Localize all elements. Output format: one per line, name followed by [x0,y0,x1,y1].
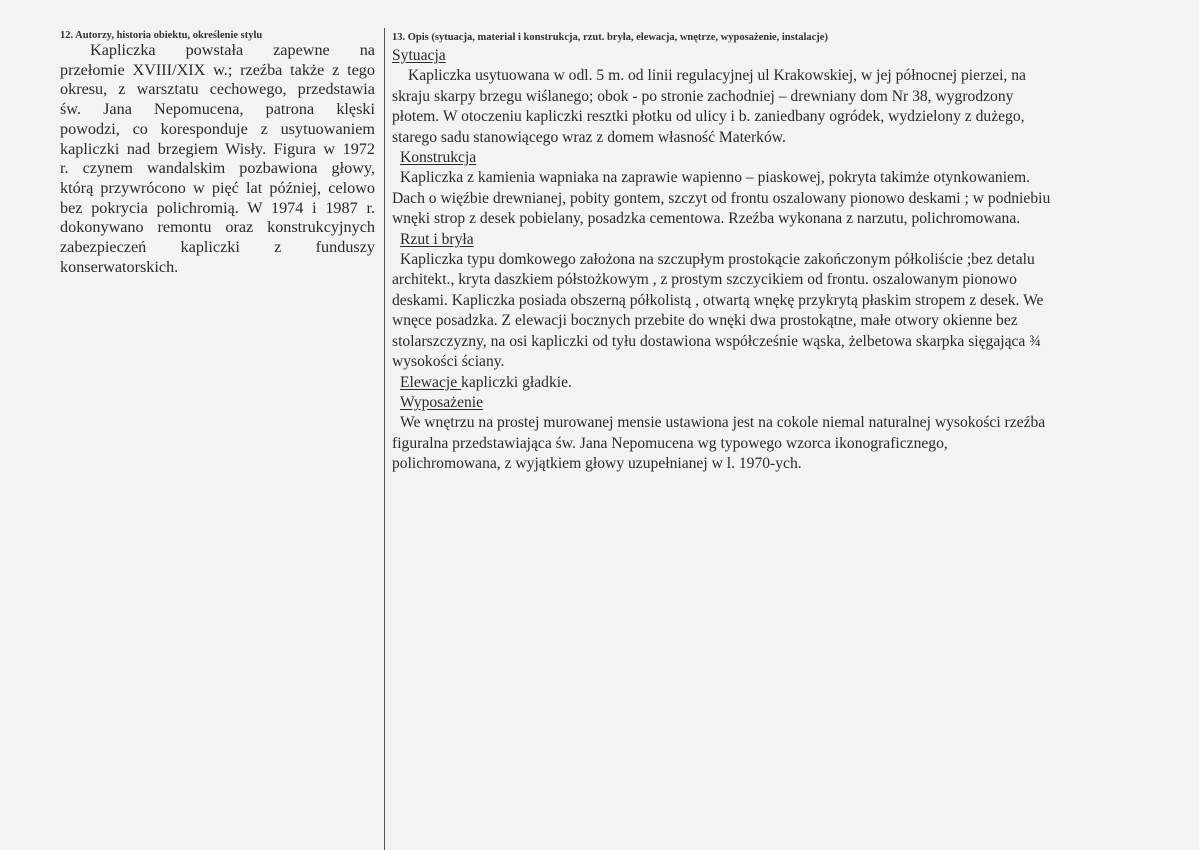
column-divider [384,28,385,850]
text-line: płotem. W otoczeniu kapliczki resztki płotku od ulicy i b. zaniedbany ogródek, wydzielony z dużego, [392,108,1025,126]
text-line: stolarszczyzny, na osi kapliczki od tyłu dostawiona współcześnie wąska, żelbetowa skarpka sięgająca ¾ [392,332,1041,350]
text-line: którą przywrócono w pięć lat później, celowo [60,178,375,197]
section-13-description [392,32,1132,475]
subheading-rzut-i-bryla: Rzut i bryła [400,230,474,248]
text-line: wnęki strop z desek pobielany, posadzka cementowa. Rzeźba wykonana z narzutu, polichromowana. [392,210,1021,228]
section-13-heading: 13. Opis (sytuacja, materiał i konstrukcja, rzut. bryła, elewacja, wnętrze, wyposażenie, instalacje) [392,32,828,43]
text-line: Kapliczka powstała zapewne na [90,41,375,59]
text-line: wnęce posadzka. Z elewacji bocznych przebite do wnęki dwa prostokątne, małe otwory okienne bez [392,312,1018,330]
text-line: powodzi, co koresponduje z usytuowaniem [60,119,375,138]
text-line: polichromowana, z wyjątkiem głowy uzupełnianej w l. 1970-ych. [392,455,802,473]
text-line: bez pokrycia polichromią. W 1974 i 1987 r. [60,198,375,217]
text-line: okresu, z warsztatu cechowego, przedstawia [60,80,375,99]
text-line: konserwatorskich. [60,257,179,276]
section-12-history [60,30,375,277]
text-line: Kapliczka usytuowana w odl. 5 m. od linii regulacyjnej ul Krakowskiej, w jej północnej pierzei, na [408,67,1026,85]
text-line: figuralna przedstawiająca św. Jana Nepomucena wg typowego wzorca ikonograficznego, [392,434,948,452]
subheading-konstrukcja: Konstrukcja [400,149,477,167]
text-line: architekt., kryta daszkiem półstożkowym , z prostym szczycikiem od frontu. oszalowanym pionowo [392,271,1017,289]
text-line: We wnętrzu na prostej murowanej mensie ustawiona jest na cokole niemal naturalnej wysokości rzeźba [400,414,1046,432]
text-line: deskami. Kapliczka posiada obszerną półkolistą , otwartą wnękę przykrytą płaskim stropem z desek. We [392,291,1044,309]
elewacje-text: kapliczki gładkie. [461,373,572,391]
text-line: Kapliczka z kamienia wapniaka na zaprawie wapienno – piaskowej, pokryta takimże otynkowaniem. [400,169,1031,187]
text-line: św. Jana Nepomucena, patrona klęski [60,100,375,119]
text-line: Dach o więźbie drewnianej, pobity gontem, szczyt od frontu oszalowany pionowo deskami ; w podniebiu [392,189,1051,207]
subheading-sytuacja: Sytuacja [392,47,446,64]
subheading-elewacje: Elewacje [400,373,462,391]
text-line: skraju skarpy brzegu wiślanego; obok - po stronie zachodniej – drewniany dom Nr 38, wygrodzony [392,87,1014,105]
text-line: Kapliczka typu domkowego założona na szczupłym prostokącie zakończonym półkoliście ;bez detalu [400,251,1035,269]
text-line: zabezpieczeń kapliczki z funduszy [60,238,375,257]
text-line: kapliczki nad brzegiem Wisły. Figura w 1972 [60,139,375,158]
text-line: starego sadu stanowiącego wraz z domem własność Materków. [392,128,786,146]
text-line: przełomie XVIII/XIX w.; rzeźba także z tego [60,60,375,79]
text-line: wysokości ściany. [392,353,505,371]
subheading-wyposazenie: Wyposażenie [400,393,484,411]
section-12-heading: 12. Autorzy, historia obiektu, określenie stylu [60,30,263,41]
text-line: r. czynem wandalskim pozbawiona głowy, [60,159,375,178]
text-line: dokonywano remontu oraz konstrukcyjnych [60,218,375,237]
